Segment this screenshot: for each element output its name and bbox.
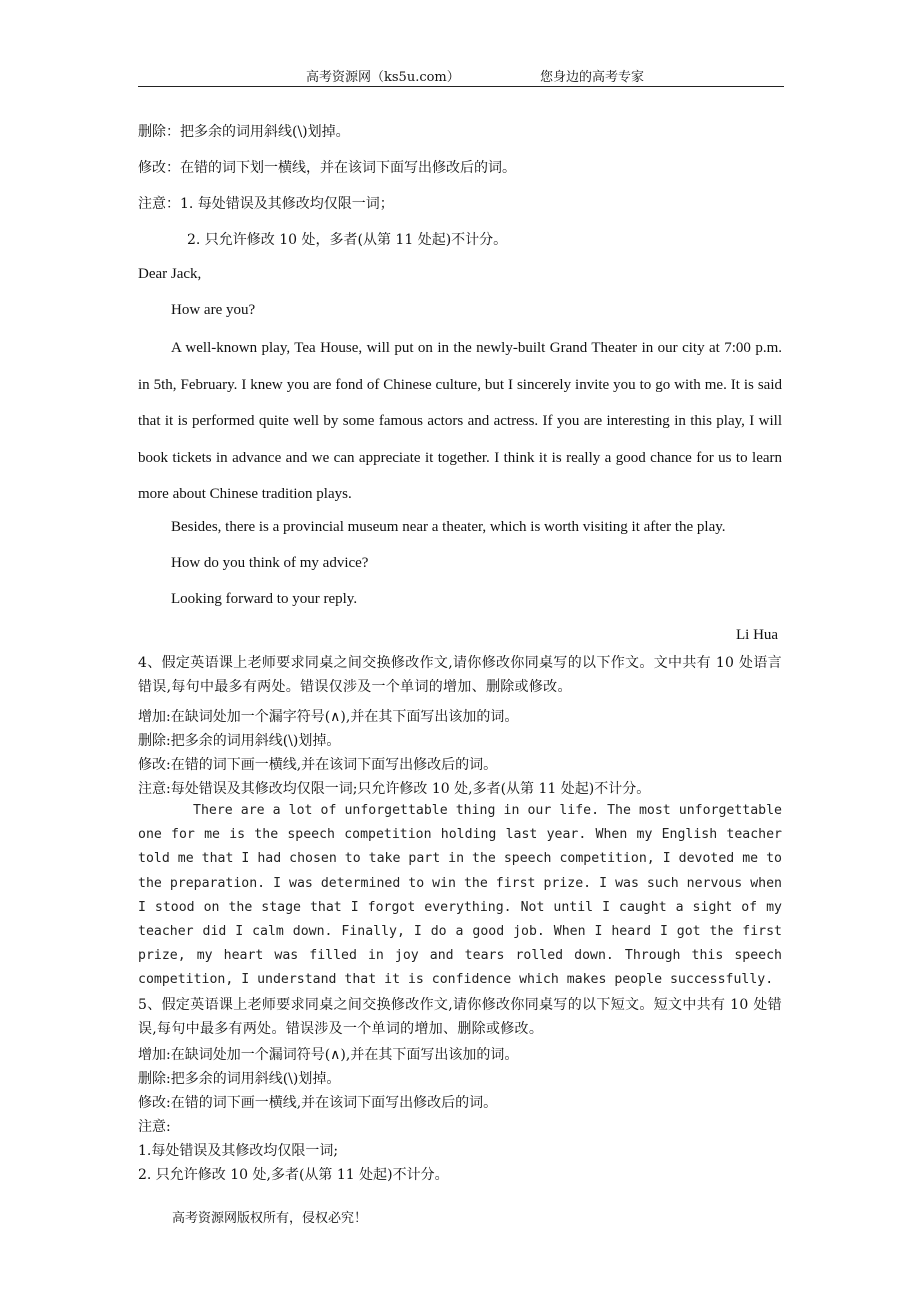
q4-passage-text: There are a lot of unforgettable thing in our life. The most unforgettable one for me is the speech competition holding last year. When my English teacher told me that I had chosen to take part in the speech competition, I devoted me to the preparation. I was determined to win the first prize. I was such nervous when I stood on the stage that I forgot everything. Not until I caught a sight of my teacher did I calm down. Finally, I do a good job. When I heard I got the first prize, my heart was filled in joy and tears rolled down. Through this speech competition, I understand that it is confidence which makes people successfully.: [138, 803, 782, 988]
q5-intro: 5、假定英语课上老师要求同桌之间交换修改作文,请你修改你同桌写的以下短文。短文中共有 10 处错误,每句中最多有两处。错误涉及一个单词的增加、删除或修改。: [138, 997, 782, 1037]
q3-note-1: 注意：1. 每处错误及其修改均仅限一词；: [138, 196, 394, 212]
q5-delete-rule: 删除:把多余的词用斜线(\)划掉。: [138, 1071, 341, 1087]
q3-modify-rule: 修改：在错的词下划一横线，并在该词下面写出修改后的词。: [138, 160, 516, 176]
q5-note-2: 2. 只允许修改 10 处,多者(从第 11 处起)不计分。: [138, 1167, 449, 1183]
letter-paragraph-4: Looking forward to your reply.: [171, 591, 358, 607]
q4-delete-rule: 删除:把多余的词用斜线(\)划掉。: [138, 733, 341, 749]
page-footer: 高考资源网版权所有，侵权必究！: [172, 1211, 368, 1226]
letter-signature: Li Hua: [736, 627, 779, 643]
q5-note-1: 1.每处错误及其修改均仅限一词;: [138, 1143, 339, 1159]
letter-paragraph-1: [138, 330, 782, 513]
q4-passage: [138, 799, 782, 993]
page-header: [138, 62, 784, 87]
letter-paragraph-3: How do you think of my advice?: [171, 555, 369, 571]
letter-paragraph-2: Besides, there is a provincial museum near a theater, which is worth visiting it after the play.: [171, 519, 726, 535]
q5-note-label: 注意:: [138, 1119, 171, 1135]
q5-add-rule: 增加:在缺词处加一个漏词符号(∧),并在其下面写出该加的词。: [138, 1047, 519, 1063]
q3-note-2: 2. 只允许修改 10 处，多者(从第 11 处起)不计分。: [187, 232, 508, 248]
letter-greeting: Dear Jack,: [138, 266, 202, 282]
letter-paragraph-1-text: A well-known play, Tea House, will put on in the newly-built Grand Theater in our city at 7:00 p.m. in 5th, February. I knew you are fond of Chinese culture, but I sincerely invite you to go with me. It is said that it is performed quite well by some famous actors and actress. If you are interesting in this play, I will book tickets in advance and we can appreciate it together. I think it is really a good chance for us to learn more about Chinese tradition plays.: [138, 340, 782, 502]
q5-modify-rule: 修改:在错的词下画一横线,并在该词下面写出修改后的词。: [138, 1095, 498, 1111]
header-slogan: 您身边的高考专家: [540, 70, 645, 85]
letter-how-are-you: How are you?: [171, 302, 256, 318]
q4-add-rule: 增加:在缺词处加一个漏字符号(∧),并在其下面写出该加的词。: [138, 709, 519, 725]
q4-note: 注意:每处错误及其修改均仅限一词;只允许修改 10 处,多者(从第 11 处起)不计分。: [138, 781, 651, 797]
q4-modify-rule: 修改:在错的词下画一横线,并在该词下面写出修改后的词。: [138, 757, 498, 773]
header-site-name: 高考资源网（ks5u.com）: [306, 70, 460, 85]
q3-delete-rule: 删除：把多余的词用斜线(\)划掉。: [138, 124, 350, 140]
q4-intro: 4、假定英语课上老师要求同桌之间交换修改作文,请你修改你同桌写的以下作文。文中共有 10 处语言错误,每句中最多有两处。错误仅涉及一个单词的增加、删除或修改。: [138, 655, 782, 695]
